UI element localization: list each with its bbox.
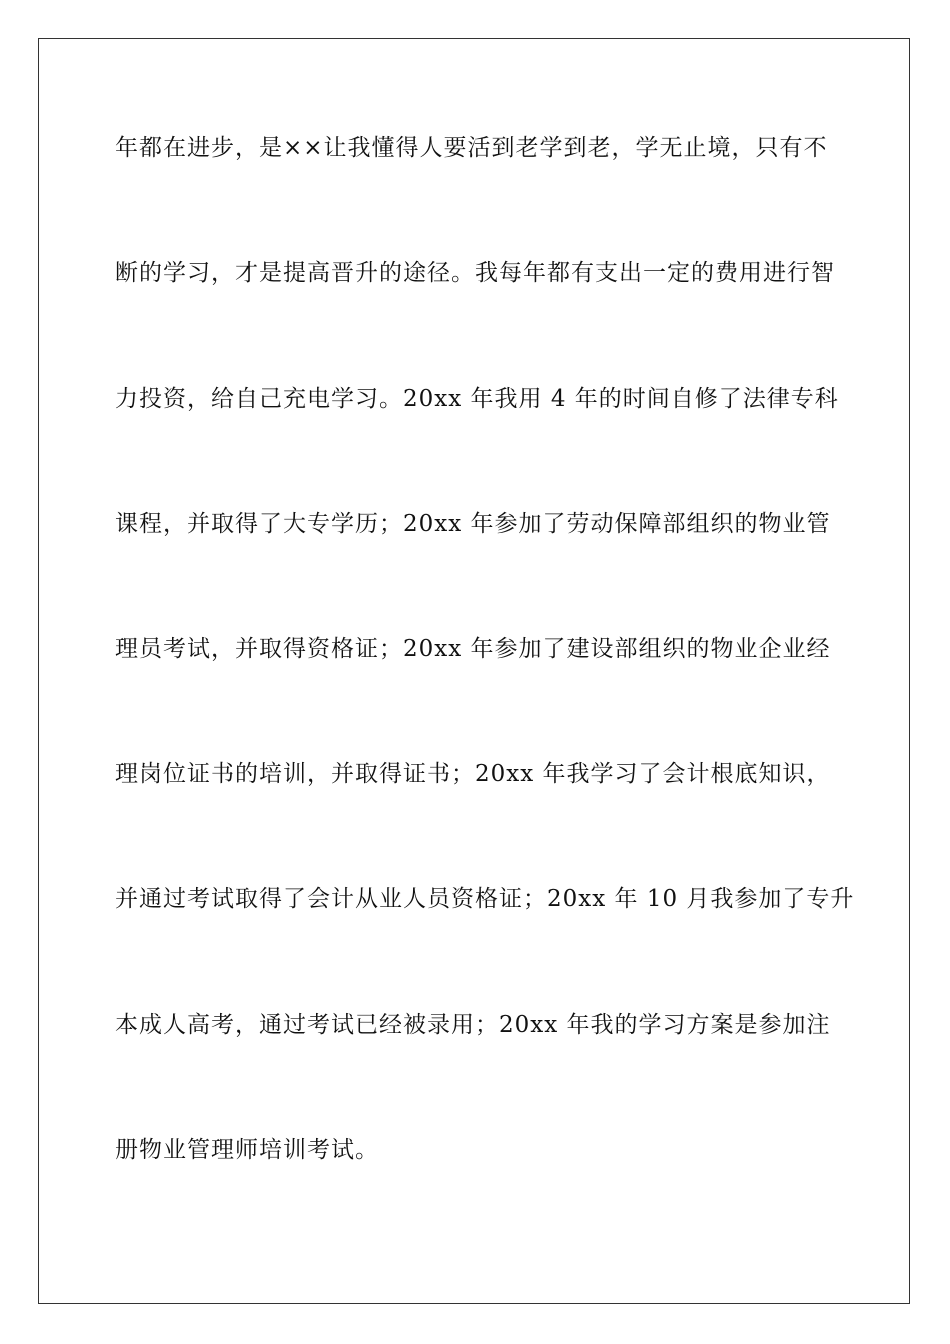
paragraph-line-8: 本成人高考，通过考试已经被录用；20xx 年我的学习方案是参加注 (115, 1012, 831, 1038)
paragraph-line-1: 年都在进步，是××让我懂得人要活到老学到老，学无止境，只有不 (115, 135, 828, 161)
page-border (38, 38, 910, 1304)
paragraph-line-2: 断的学习，才是提高晋升的途径。我每年都有支出一定的费用进行智 (115, 260, 835, 286)
paragraph-line-5: 理员考试，并取得资格证；20xx 年参加了建设部组织的物业企业经 (115, 636, 831, 662)
paragraph-line-7: 并通过考试取得了会计从业人员资格证；20xx 年 10 月我参加了专升 (115, 886, 855, 912)
paragraph-line-3: 力投资，给自己充电学习。20xx 年我用 4 年的时间自修了法律专科 (115, 386, 839, 412)
paragraph-line-4: 课程，并取得了大专学历；20xx 年参加了劳动保障部组织的物业管 (115, 511, 831, 537)
paragraph-line-6: 理岗位证书的培训，并取得证书；20xx 年我学习了会计根底知识， (115, 761, 831, 787)
paragraph-line-9: 册物业管理师培训考试。 (115, 1137, 379, 1163)
